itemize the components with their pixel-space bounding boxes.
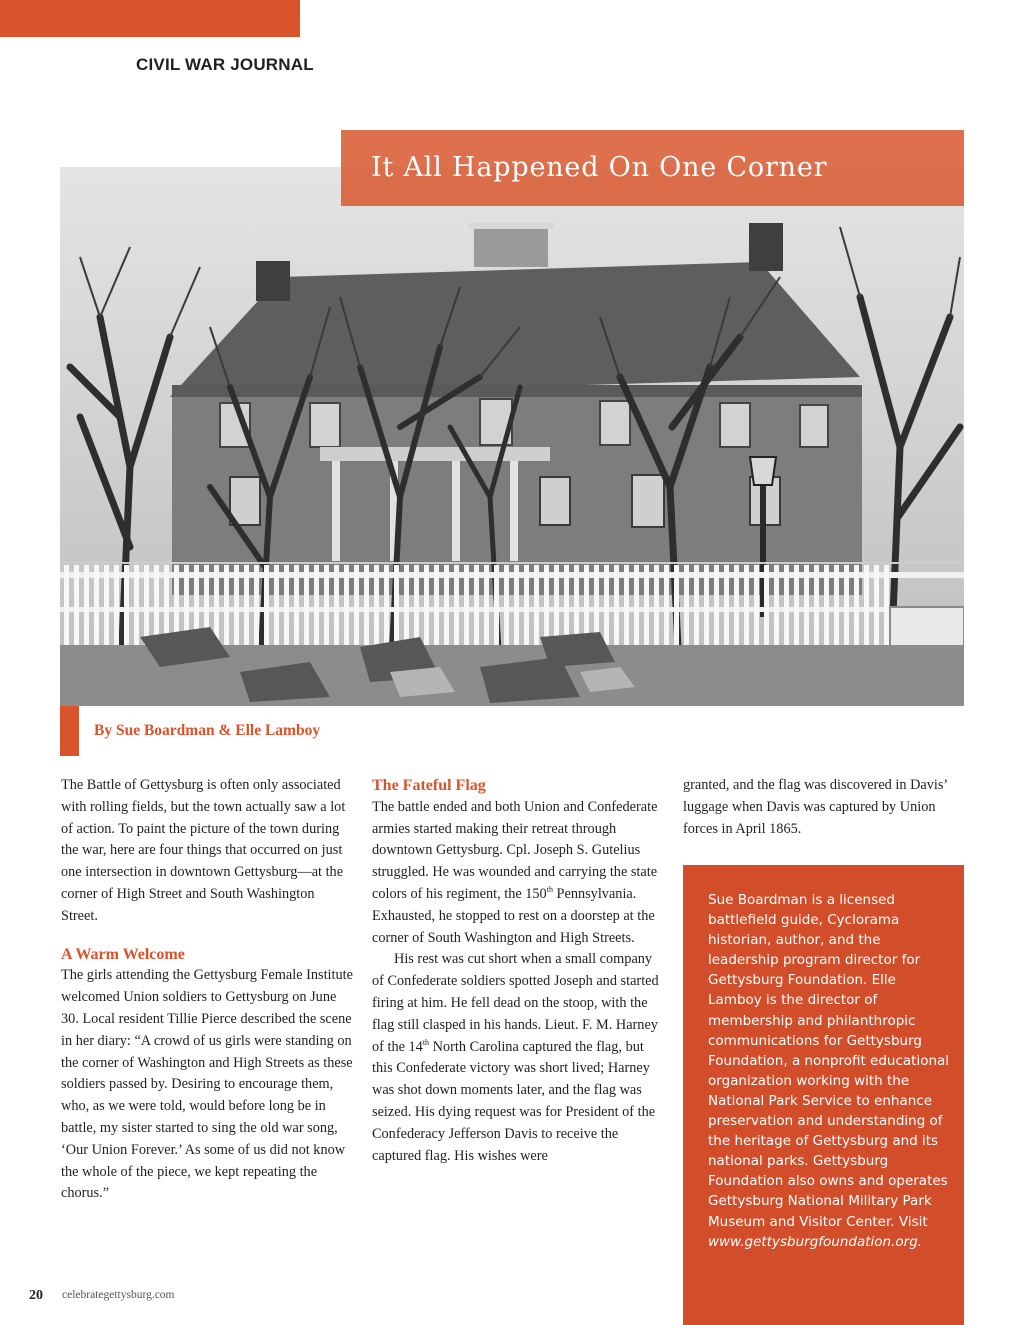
fateful-flag-paragraph-2	[372, 949, 664, 1167]
warm-welcome-paragraph: The girls attending the Gettysburg Female Institute welcomed Union soldiers to Gettysburg on June 30. Local resident Tillie Pierce described the scene in her diary: “A crowd of us girls were standing on the corner of Washington and High Streets as these soldiers passed by. Desiring to encourage them, who, as we were told, would before long be in battle, my sister started to sing the old war song, ‘Our Union Forever.’ As some of us did not know the whole of the piece, we kept repeating the chorus.”	[61, 967, 353, 1202]
bio-text: Sue Boardman is a licensed battlefield guide, Cyclorama historian, author, and the leadership program director for Gettysburg Foundation. Elle Lamboy is the director of membership and philanthropic communications for Gettysburg Foundation, a nonprofit educational organization working with the National Park Service to enhance preservation and understanding of the heritage of Gettysburg and its national parks. Gettysburg Foundation also owns and operates Gettysburg National Military Park Museum and Visitor Center. Visit	[708, 892, 950, 1230]
ordinal-suffix: th	[546, 884, 553, 894]
column-3	[683, 775, 973, 840]
fateful-flag-paragraph-1	[372, 797, 664, 950]
warm-welcome-heading: A Warm Welcome	[61, 945, 185, 963]
foundation-link[interactable]: www.gettysburgfoundation.org.	[708, 1233, 923, 1250]
column-2	[372, 775, 664, 1167]
intro-paragraph: The Battle of Gettysburg is often only associated with rolling fields, but the town actually saw a lot of action. To paint the picture of the town during the war, here are four things that occurred on just one intersection in downtown Gettysburg—at the corner of High Street and South Washington Street.	[61, 777, 346, 924]
title-banner	[341, 130, 964, 206]
historic-house-photo	[60, 167, 964, 706]
byline: By Sue Boardman & Elle Lamboy	[94, 722, 321, 739]
author-bio	[708, 890, 953, 1252]
text-span: Pennsylvania. Exhausted, he stopped to rest on a doorstep at the corner of South Washington and High Streets.	[372, 885, 655, 946]
section-label: CIVIL WAR JOURNAL	[136, 55, 314, 74]
ordinal-suffix: th	[422, 1037, 430, 1047]
page-number: 20	[29, 1288, 43, 1303]
house-photo-icon	[60, 167, 964, 706]
text-span: The battle ended and both Union and Confederate armies started making their retreat through downtown Gettysburg. Cpl. Joseph S. Gutelius struggled. He was wounded and carrying the state colors of his regiment, the 150	[372, 798, 658, 902]
text-span: His rest was cut short when a small company of Confederate soldiers spotted Joseph and started firing at him. He fell dead on the stoop, with the flag still clasped in his hands. Lieut. F. M. Harney of the 14	[372, 951, 659, 1055]
author-bio-box	[683, 865, 964, 1325]
website-footer: celebrategettysburg.com	[62, 1289, 175, 1301]
column-1	[61, 775, 353, 1205]
article-title: It All Happened On One Corner	[371, 152, 828, 183]
continued-paragraph: granted, and the flag was discovered in Davis’ luggage when Davis was captured by Union forces in April 1865.	[683, 777, 948, 837]
fateful-flag-heading: The Fateful Flag	[372, 777, 486, 794]
top-accent-bar	[0, 0, 300, 37]
text-span: North Carolina captured the flag, but this Confederate victory was short lived; Harney was shot down moments later, and the flag was seized. His dying request was for President of the Confederacy Jefferson Davis to receive the captured flag. His wishes were	[372, 1038, 656, 1164]
byline-accent-bar	[60, 706, 79, 756]
